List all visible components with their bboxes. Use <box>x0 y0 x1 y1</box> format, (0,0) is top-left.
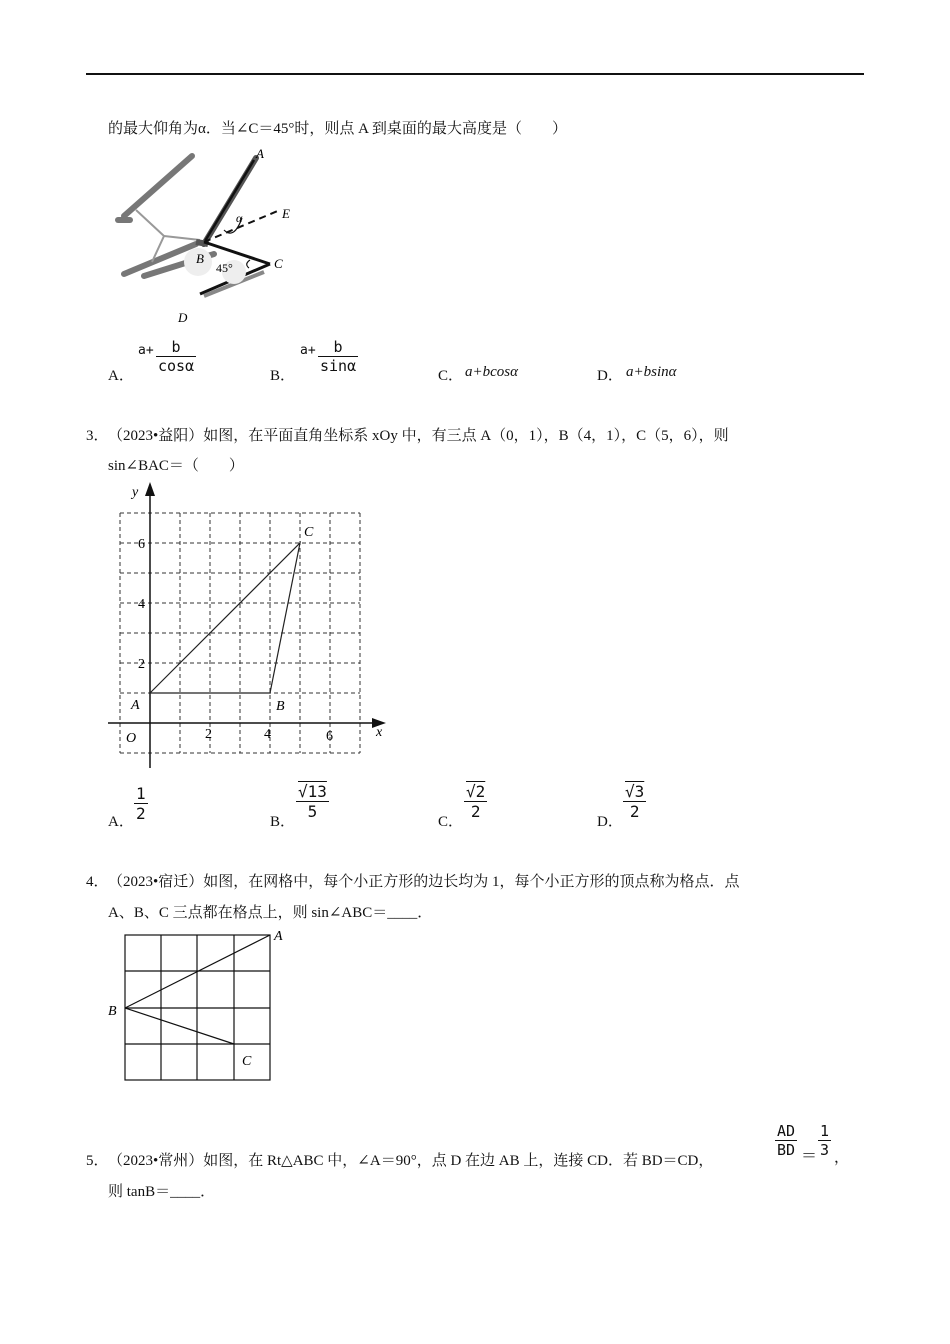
origin-label: O <box>126 731 137 746</box>
q5-ratio-left-den: BD <box>777 1141 796 1159</box>
q3-line2: sin∠BAC＝（ ） <box>108 458 244 474</box>
fig-label-A: A <box>256 146 264 161</box>
q4-line2: A、B、C 三点都在格点上，则 sin∠ABC＝____． <box>108 905 433 921</box>
q5-ratio-right-num: 1 <box>820 1122 830 1140</box>
q3-number: 3． <box>86 428 109 444</box>
q5-trailing-comma: ， <box>834 1150 850 1166</box>
q5-line2: 则 tanB＝____． <box>108 1184 216 1200</box>
q3-option-d-letter: D． <box>597 814 623 830</box>
q2-option-c-text: a+bcosα <box>465 364 518 380</box>
q3-option-d-fraction <box>623 782 646 821</box>
y-tick-4: 4 <box>138 597 145 612</box>
grid-label-C: C <box>242 1054 252 1069</box>
q2-option-b-letter: B． <box>270 368 296 384</box>
q5-line1: （2023•常州）如图，在 Rt△ABC 中，∠A＝90°，点 D 在边 AB 上，连接 CD．若 BD＝CD， <box>108 1153 714 1169</box>
q2-option-b-num: b <box>333 338 343 356</box>
y-axis-label: y <box>132 485 139 500</box>
y-tick-2: 2 <box>138 657 145 672</box>
q2-option-a-fraction <box>156 338 196 375</box>
q4-number: 4． <box>86 874 109 890</box>
grid-label-B: B <box>108 1004 117 1019</box>
q5-number: 5． <box>86 1153 109 1169</box>
q3-option-d-num: √3 <box>625 782 645 801</box>
q5-ratio-eq: ＝ <box>801 1148 818 1165</box>
q5-ratio-left <box>775 1122 797 1159</box>
q2-option-a-letter: A． <box>108 368 134 384</box>
x-tick-4: 4 <box>264 727 271 742</box>
fig-label-D: D <box>178 310 188 325</box>
q2-option-a-num: b <box>171 338 181 356</box>
q3-option-c-letter: C． <box>438 814 464 830</box>
q3-option-a-num: 1 <box>136 784 146 803</box>
q2-option-d-letter: D． <box>597 368 623 384</box>
q3-option-b-num: √13 <box>298 782 327 801</box>
q5-ratio-right-den: 3 <box>820 1141 830 1159</box>
q5-ratio-right <box>818 1122 831 1159</box>
q3-option-b-letter: B． <box>270 814 296 830</box>
x-tick-2: 2 <box>205 727 212 742</box>
q4-line1: （2023•宿迁）如图，在网格中，每个小正方形的边长均为 1，每个小正方形的顶点称为格点．点 <box>108 874 740 890</box>
point-A-label: A <box>131 698 140 713</box>
q3-option-a-den: 2 <box>136 804 146 823</box>
q2-option-b-den: sinα <box>320 357 357 375</box>
q3-option-a-letter: A． <box>108 814 134 830</box>
x-axis-label: x <box>376 725 383 740</box>
q3-option-b-den: 5 <box>307 802 318 821</box>
header-rule <box>86 73 864 75</box>
point-B-label: B <box>276 699 285 714</box>
q3-coordinate-graph <box>100 478 395 768</box>
q2-stem-tail: 的最大仰角为α．当∠C＝45°时，则点 A 到桌面的最大高度是（ ） <box>108 121 567 137</box>
laptop-stand-figure <box>104 144 304 329</box>
q3-option-c-den: 2 <box>470 802 481 821</box>
q3-option-c-num: √2 <box>466 782 486 801</box>
q3-line1: （2023•益阳）如图，在平面直角坐标系 xOy 中，有三点 A（0，1），B（4，1），C（5，6），则 <box>108 428 729 444</box>
q4-grid-figure <box>104 926 304 1086</box>
x-tick-6: 6 <box>326 729 333 744</box>
grid-label-A: A <box>274 929 283 944</box>
fig-label-45: 45° <box>216 261 233 275</box>
q3-option-c-fraction <box>464 782 487 821</box>
q5-ratio-left-num: AD <box>777 1122 796 1140</box>
q2-option-a-den: cosα <box>158 357 195 375</box>
q2-option-b-prefix: a+ <box>300 343 316 358</box>
q3-option-b-fraction <box>296 782 329 821</box>
q3-option-d-den: 2 <box>629 802 640 821</box>
fig-label-C: C <box>274 256 283 271</box>
q2-option-b-fraction <box>318 338 358 375</box>
fig-label-B: B <box>196 251 204 266</box>
fig-label-E: E <box>282 206 290 221</box>
q2-option-d-text: a+bsinα <box>626 364 677 380</box>
y-tick-6: 6 <box>138 537 145 552</box>
point-C-label: C <box>304 525 314 540</box>
fig-label-alpha: α <box>236 211 243 225</box>
q2-option-a-prefix: a+ <box>138 343 154 358</box>
q2-option-c-letter: C． <box>438 368 464 384</box>
q3-option-a-fraction <box>134 784 148 823</box>
